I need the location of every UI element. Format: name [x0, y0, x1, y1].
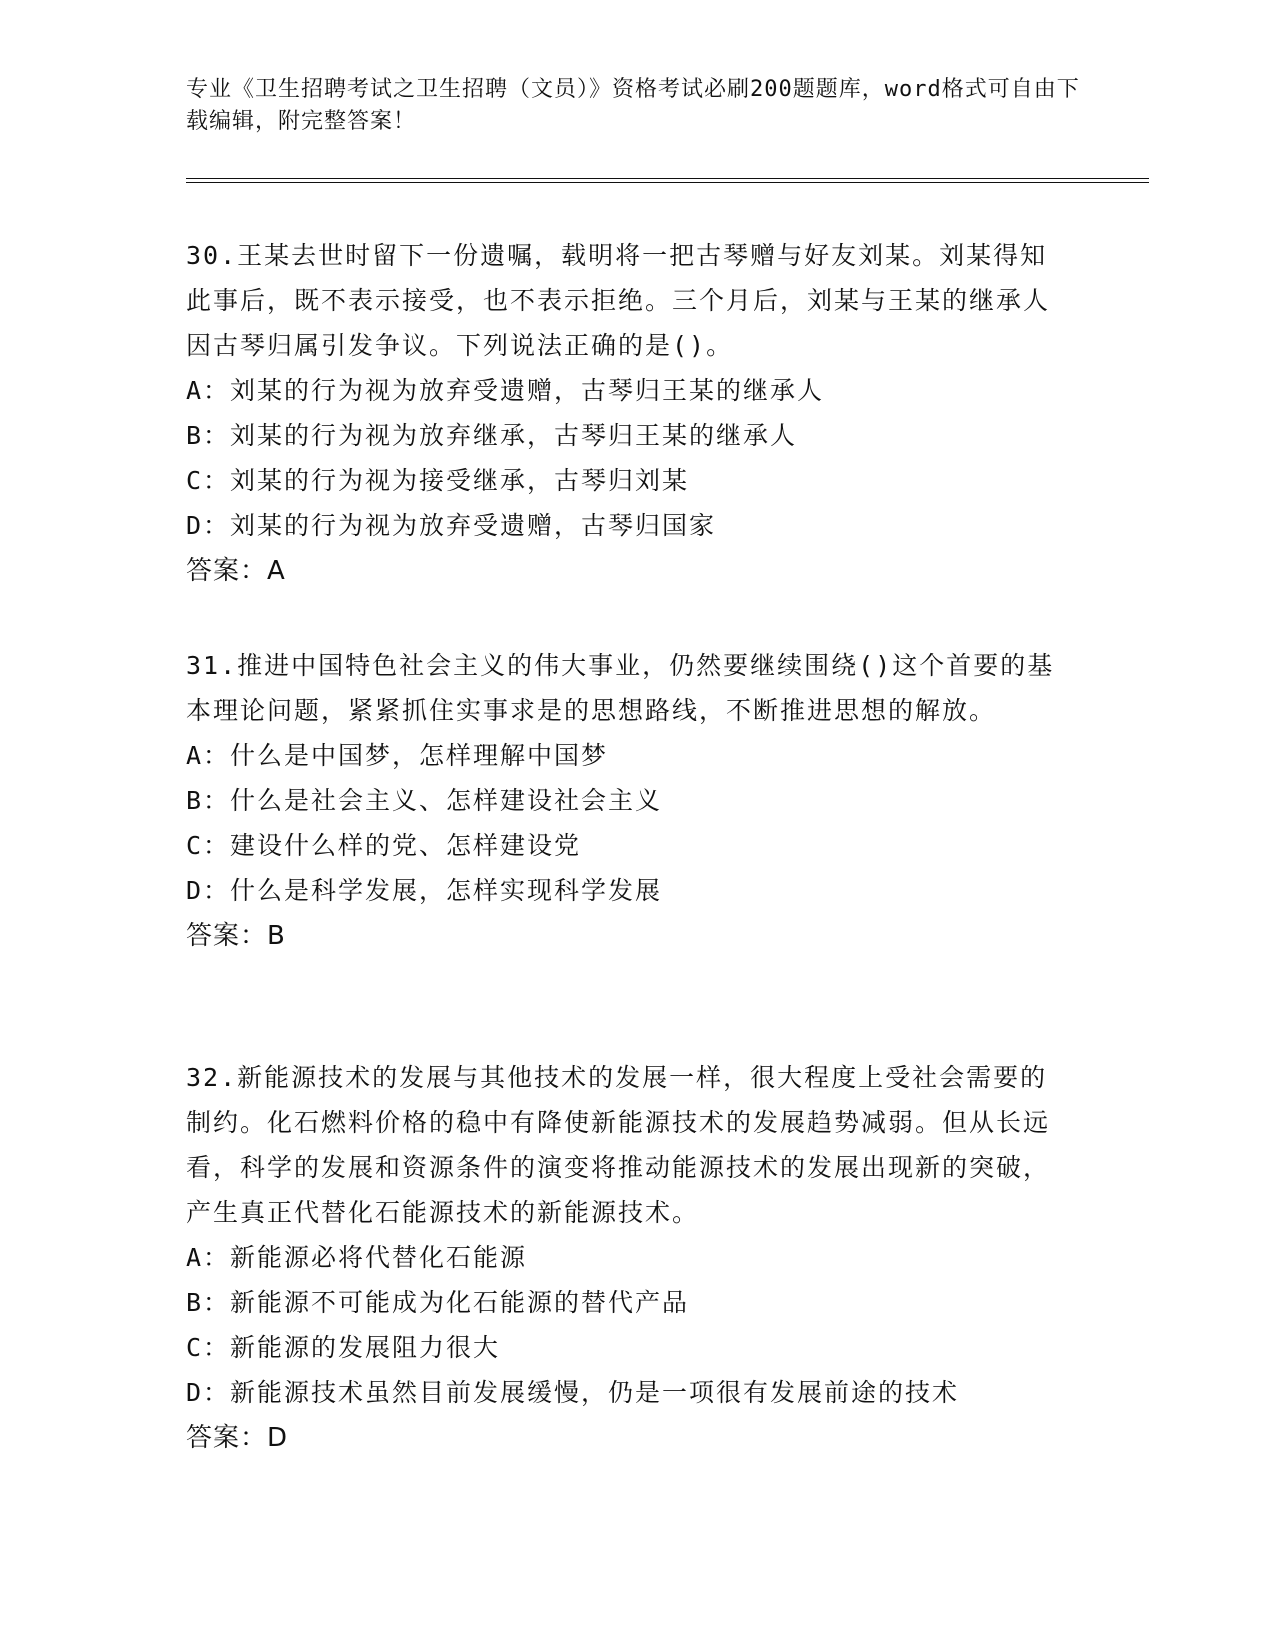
- option-c: C：建设什么样的党、怎样建设党: [186, 831, 582, 860]
- option-d: D：刘某的行为视为放弃受遗赠，古琴归国家: [186, 511, 717, 540]
- option-b: B：什么是社会主义、怎样建设社会主义: [186, 786, 663, 815]
- option-c: C：新能源的发展阻力很大: [186, 1333, 501, 1362]
- answer: 答案：A: [186, 556, 286, 586]
- question-stem: 31.推进中国特色社会主义的伟大事业，仍然要继续围绕()这个首要的基本理论问题，紧紧抓住实事求是的思想路线，不断推进思想的解放。: [186, 651, 1055, 725]
- option-b: B：新能源不可能成为化石能源的替代产品: [186, 1288, 690, 1317]
- document-header: 专业《卫生招聘考试之卫生招聘（文员）》资格考试必刷200题题库，word格式可自由下载编辑，附完整答案！: [186, 77, 1080, 134]
- option-a: A：什么是中国梦，怎样理解中国梦: [186, 741, 609, 770]
- option-c: C：刘某的行为视为接受继承，古琴归刘某: [186, 466, 690, 495]
- question-31: [186, 643, 1066, 959]
- answer: 答案：B: [186, 921, 286, 951]
- option-a: A：新能源必将代替化石能源: [186, 1243, 528, 1272]
- question-30: [186, 233, 1066, 594]
- question-stem: 30.王某去世时留下一份遗嘱，载明将一把古琴赠与好友刘某。刘某得知此事后，既不表示接受，也不表示拒绝。三个月后，刘某与王某的继承人因古琴归属引发争议。下列说法正确的是()。: [186, 241, 1051, 360]
- option-d: D：什么是科学发展，怎样实现科学发展: [186, 876, 663, 905]
- option-a: A：刘某的行为视为放弃受遗赠，古琴归王某的继承人: [186, 376, 825, 405]
- answer: 答案：D: [186, 1423, 289, 1453]
- question-32: [186, 1055, 1066, 1461]
- option-d: D：新能源技术虽然目前发展缓慢，仍是一项很有发展前途的技术: [186, 1378, 960, 1407]
- header-divider: [186, 178, 1149, 183]
- question-stem: 32.新能源技术的发展与其他技术的发展一样，很大程度上受社会需要的制约。化石燃料价格的稳中有降使新能源技术的发展趋势减弱。但从长远看，科学的发展和资源条件的演变将推动能源技术的发展出现新的突破，产生真正代替化石能源技术的新能源技术。: [186, 1063, 1051, 1227]
- option-b: B：刘某的行为视为放弃继承，古琴归王某的继承人: [186, 421, 798, 450]
